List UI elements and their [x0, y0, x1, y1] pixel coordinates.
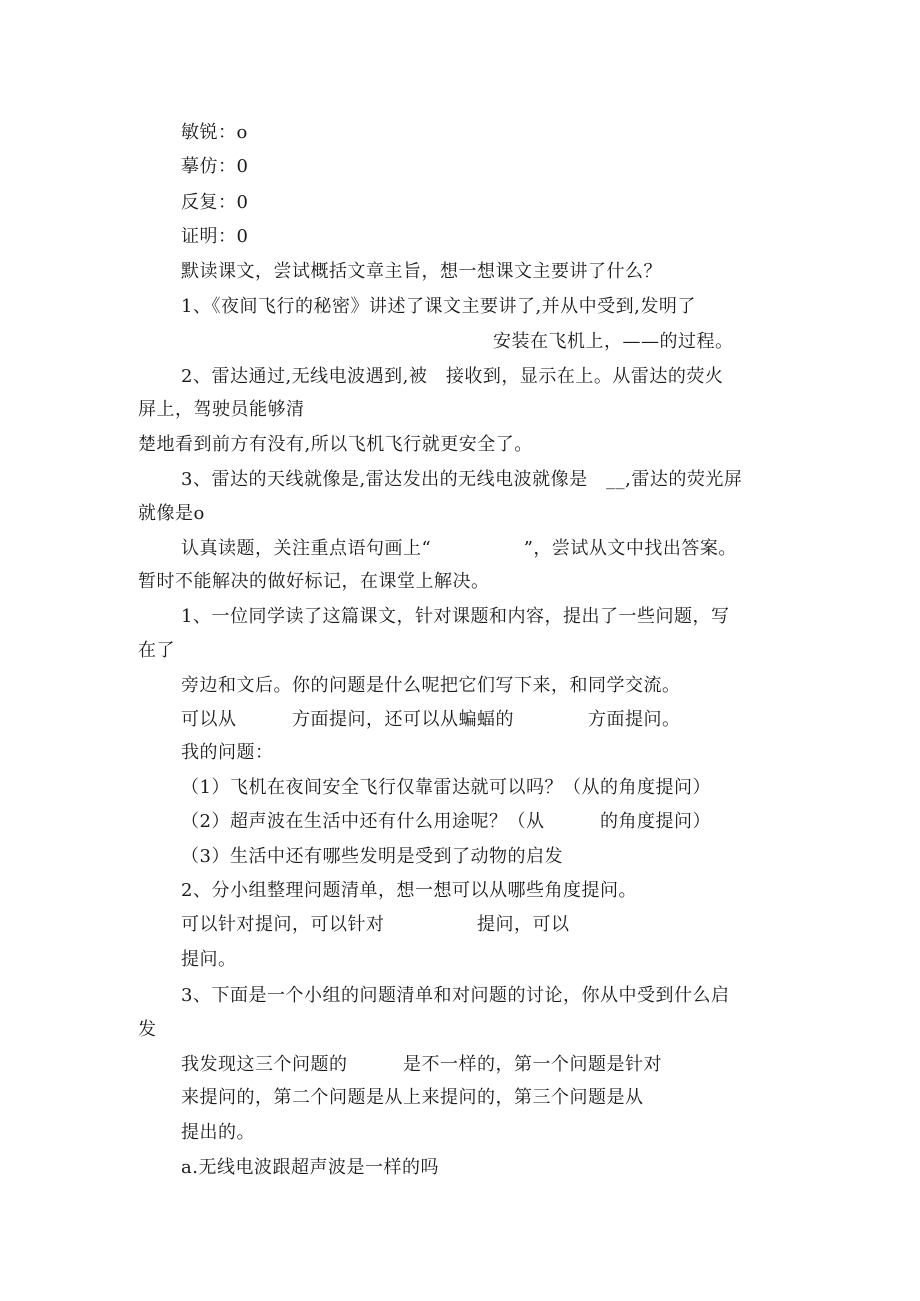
text-line: （3）生活中还有哪些发明是受到了动物的启发 [181, 846, 563, 867]
text-line: 发 [138, 1019, 157, 1040]
text-line: 就像是o [138, 503, 205, 524]
text-line: 默读课文，尝试概括文章主旨，想一想课文主要讲了什么？ [181, 261, 662, 282]
text-line: 暂时不能解决的做好标记，在课堂上解决。 [138, 571, 490, 592]
text-line: a.无线电波跟超声波是一样的吗 [181, 1157, 439, 1178]
text-line: 反复：0 [181, 192, 249, 213]
text-line: 1、一位同学读了这篇课文，针对课题和内容，提出了一些问题，写 [181, 606, 730, 627]
text-line: （2）超声波在生活中还有什么用途呢？（从 的角度提问） [181, 811, 711, 832]
text-line: 敏锐：o [181, 122, 248, 143]
text-line: 2、雷达通过,无线电波遇到,被 接收到，显示在上。从雷达的荧火 [181, 366, 724, 387]
text-line: 3、雷达的天线就像是,雷达发出的无线电波就像是 __,雷达的荧光屏 [181, 469, 743, 490]
text-line: 我发现这三个问题的 是不一样的，第一个问题是针对 [181, 1054, 662, 1075]
text-line: 1、《夜间飞行的秘密》讲述了课文主要讲了,并从中受到,发明了 [181, 296, 696, 317]
text-line: 安装在飞机上，——的过程。 [493, 331, 734, 352]
text-line: 提出的。 [181, 1122, 255, 1143]
text-line: 认真读题，关注重点语句画上“ ”，尝试从文中找出答案。 [181, 538, 737, 559]
text-line: 在了 [138, 640, 175, 661]
text-line: 2、分小组整理问题清单，想一想可以从哪些角度提问。 [181, 880, 637, 901]
text-line: （1）飞机在夜间安全飞行仅靠雷达就可以吗？（从的角度提问） [181, 777, 711, 798]
text-line: 3、下面是一个小组的问题清单和对问题的讨论，你从中受到什么启 [181, 985, 730, 1006]
text-line: 旁边和文后。你的问题是什么呢把它们写下来，和同学交流。 [181, 675, 681, 696]
text-line: 摹仿：0 [181, 156, 249, 177]
text-line: 屏上，驾驶员能够清 [138, 399, 305, 420]
text-line: 提问。 [181, 949, 237, 970]
text-line: 来提问的，第二个问题是从上来提问的，第三个问题是从 [181, 1087, 644, 1108]
text-line: 我的问题： [181, 742, 274, 763]
text-line: 可以从 方面提问，还可以从蝙蝠的 方面提问。 [181, 709, 681, 730]
text-line: 楚地看到前方有没有,所以飞机飞行就更安全了。 [138, 434, 533, 455]
text-line: 证明：0 [181, 226, 249, 247]
text-line: 可以针对提问，可以针对 提问，可以 [181, 914, 570, 935]
